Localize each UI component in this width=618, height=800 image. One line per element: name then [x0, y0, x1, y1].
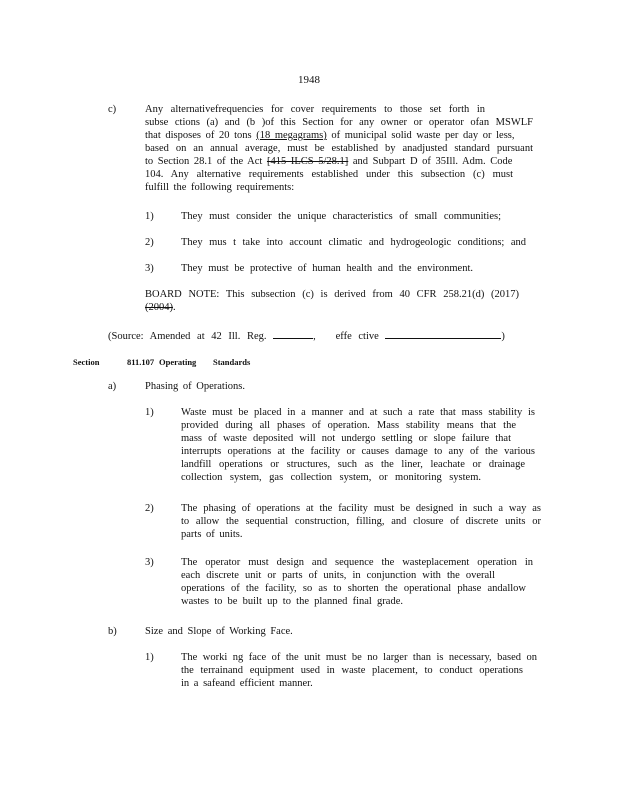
register-blank [273, 328, 313, 339]
a-item-2-line-1: The phasing of operations at the facility must be designed in such a way as [181, 503, 541, 514]
line-5-text-a: to Section 28.1 of the Act [145, 156, 263, 167]
a-item-3-num: 3) [145, 557, 154, 568]
c-item-3-num: 3) [145, 263, 154, 274]
line-3-text-b: of municipal solid waste per day or less, [331, 130, 515, 141]
source-close: ) [501, 331, 505, 342]
c-item-3-text: They must be protective of human health and the environment. [181, 263, 473, 274]
page-number: 1948 [298, 74, 320, 86]
section-number: 811.107 [127, 357, 155, 367]
b-item-1-line-2: the terrainand equipment used in waste placement, to conduct operations [181, 665, 523, 676]
a-item-3-line-3: operations of the facility, so as to shorten the operational phase andallow [181, 583, 526, 594]
a-item-2-line-2: to allow the sequential construction, filling, and closure of discrete units or [181, 516, 541, 527]
source-comma: , [313, 331, 316, 342]
subsection-c-line-3 [145, 129, 533, 142]
subsection-c-line-1: Any alternativefrequencies for cover requirements to those set forth in [145, 104, 485, 115]
section-title-standards: Standards [213, 357, 251, 367]
subsection-c-label: c) [108, 104, 117, 115]
board-note-line-1: BOARD NOTE: This subsection (c) is derived from 40 CFR 258.21(d) (2017) [145, 289, 519, 300]
source-prefix: (Source: Amended at 42 Ill. Reg. [108, 331, 267, 342]
source-effective: effe ctive [335, 331, 379, 342]
line-3-text-a: that disposes of 20 tons [145, 130, 252, 141]
a-item-1-line-1: Waste must be placed in a manner and at such a rate that mass stability is [181, 407, 535, 418]
subsection-c-line-4: based on an annual average, must be established by anadjusted standard pursuant [145, 143, 533, 154]
board-note-period: . [173, 302, 176, 313]
a-item-1-line-6: collection system, gas collection system, or monitoring system. [181, 472, 481, 483]
a-item-3-line-1: The operator must design and sequence the wasteplacement operation in [181, 557, 533, 568]
subsection-a-label: a) [108, 381, 117, 392]
inserted-text: (18 megagrams) [256, 130, 327, 141]
c-item-2-num: 2) [145, 237, 154, 248]
subsection-a-title: Phasing of Operations. [145, 381, 245, 392]
a-item-1-line-3: mass of waste deposited will not undergo settling or slope failure that [181, 433, 511, 444]
c-item-2-text: They mus t take into account climatic and hydrogeologic conditions; and [181, 237, 526, 248]
b-item-1-num: 1) [145, 652, 154, 663]
a-item-3-line-4: wastes to be built up to the planned final grade. [181, 596, 403, 607]
effective-date-blank [385, 328, 501, 339]
c-item-1-num: 1) [145, 211, 154, 222]
section-title-operating: Operating [159, 357, 197, 367]
c-item-1-text: They must consider the unique characteristics of small communities; [181, 211, 501, 222]
a-item-1-line-5: landfill operations or structures, such as the liner, leachate or drainage [181, 459, 525, 470]
deleted-year: (2004) [145, 302, 173, 313]
b-item-1-line-3: in a safeand efficient manner. [181, 678, 313, 689]
a-item-1-line-4: interrupts operations at the facility or causes damage to any of the various [181, 446, 535, 457]
a-item-1-num: 1) [145, 407, 154, 418]
b-item-1-line-1: The worki ng face of the unit must be no larger than is necessary, based on [181, 652, 537, 663]
subsection-c-line-6: 104. Any alternative requirements established under this subsection (c) must [145, 169, 513, 180]
subsection-b-label: b) [108, 626, 117, 637]
source-line [108, 328, 505, 343]
subsection-c-line-5 [145, 155, 533, 168]
a-item-2-line-3: parts of units. [181, 529, 243, 540]
subsection-c-line-7: fulfill the following requirements: [145, 182, 295, 193]
a-item-2-num: 2) [145, 503, 154, 514]
subsection-b-title: Size and Slope of Working Face. [145, 626, 293, 637]
deleted-citation: [415 ILCS 5/28.1] [266, 156, 349, 167]
a-item-1-line-2: provided during all phases of operation. Mass stability means that the [181, 420, 516, 431]
subsection-c-line-2: subse ctions (a) and (b )of this Section for any owner or operator ofan MSWLF [145, 117, 533, 128]
line-5-text-b: and Subpart D of 35Ill. Adm. Code [352, 156, 513, 167]
board-note-line-2 [145, 301, 176, 314]
section-label: Section [73, 357, 100, 367]
a-item-3-line-2: each discrete unit or parts of units, in conjunction with the overall [181, 570, 495, 581]
